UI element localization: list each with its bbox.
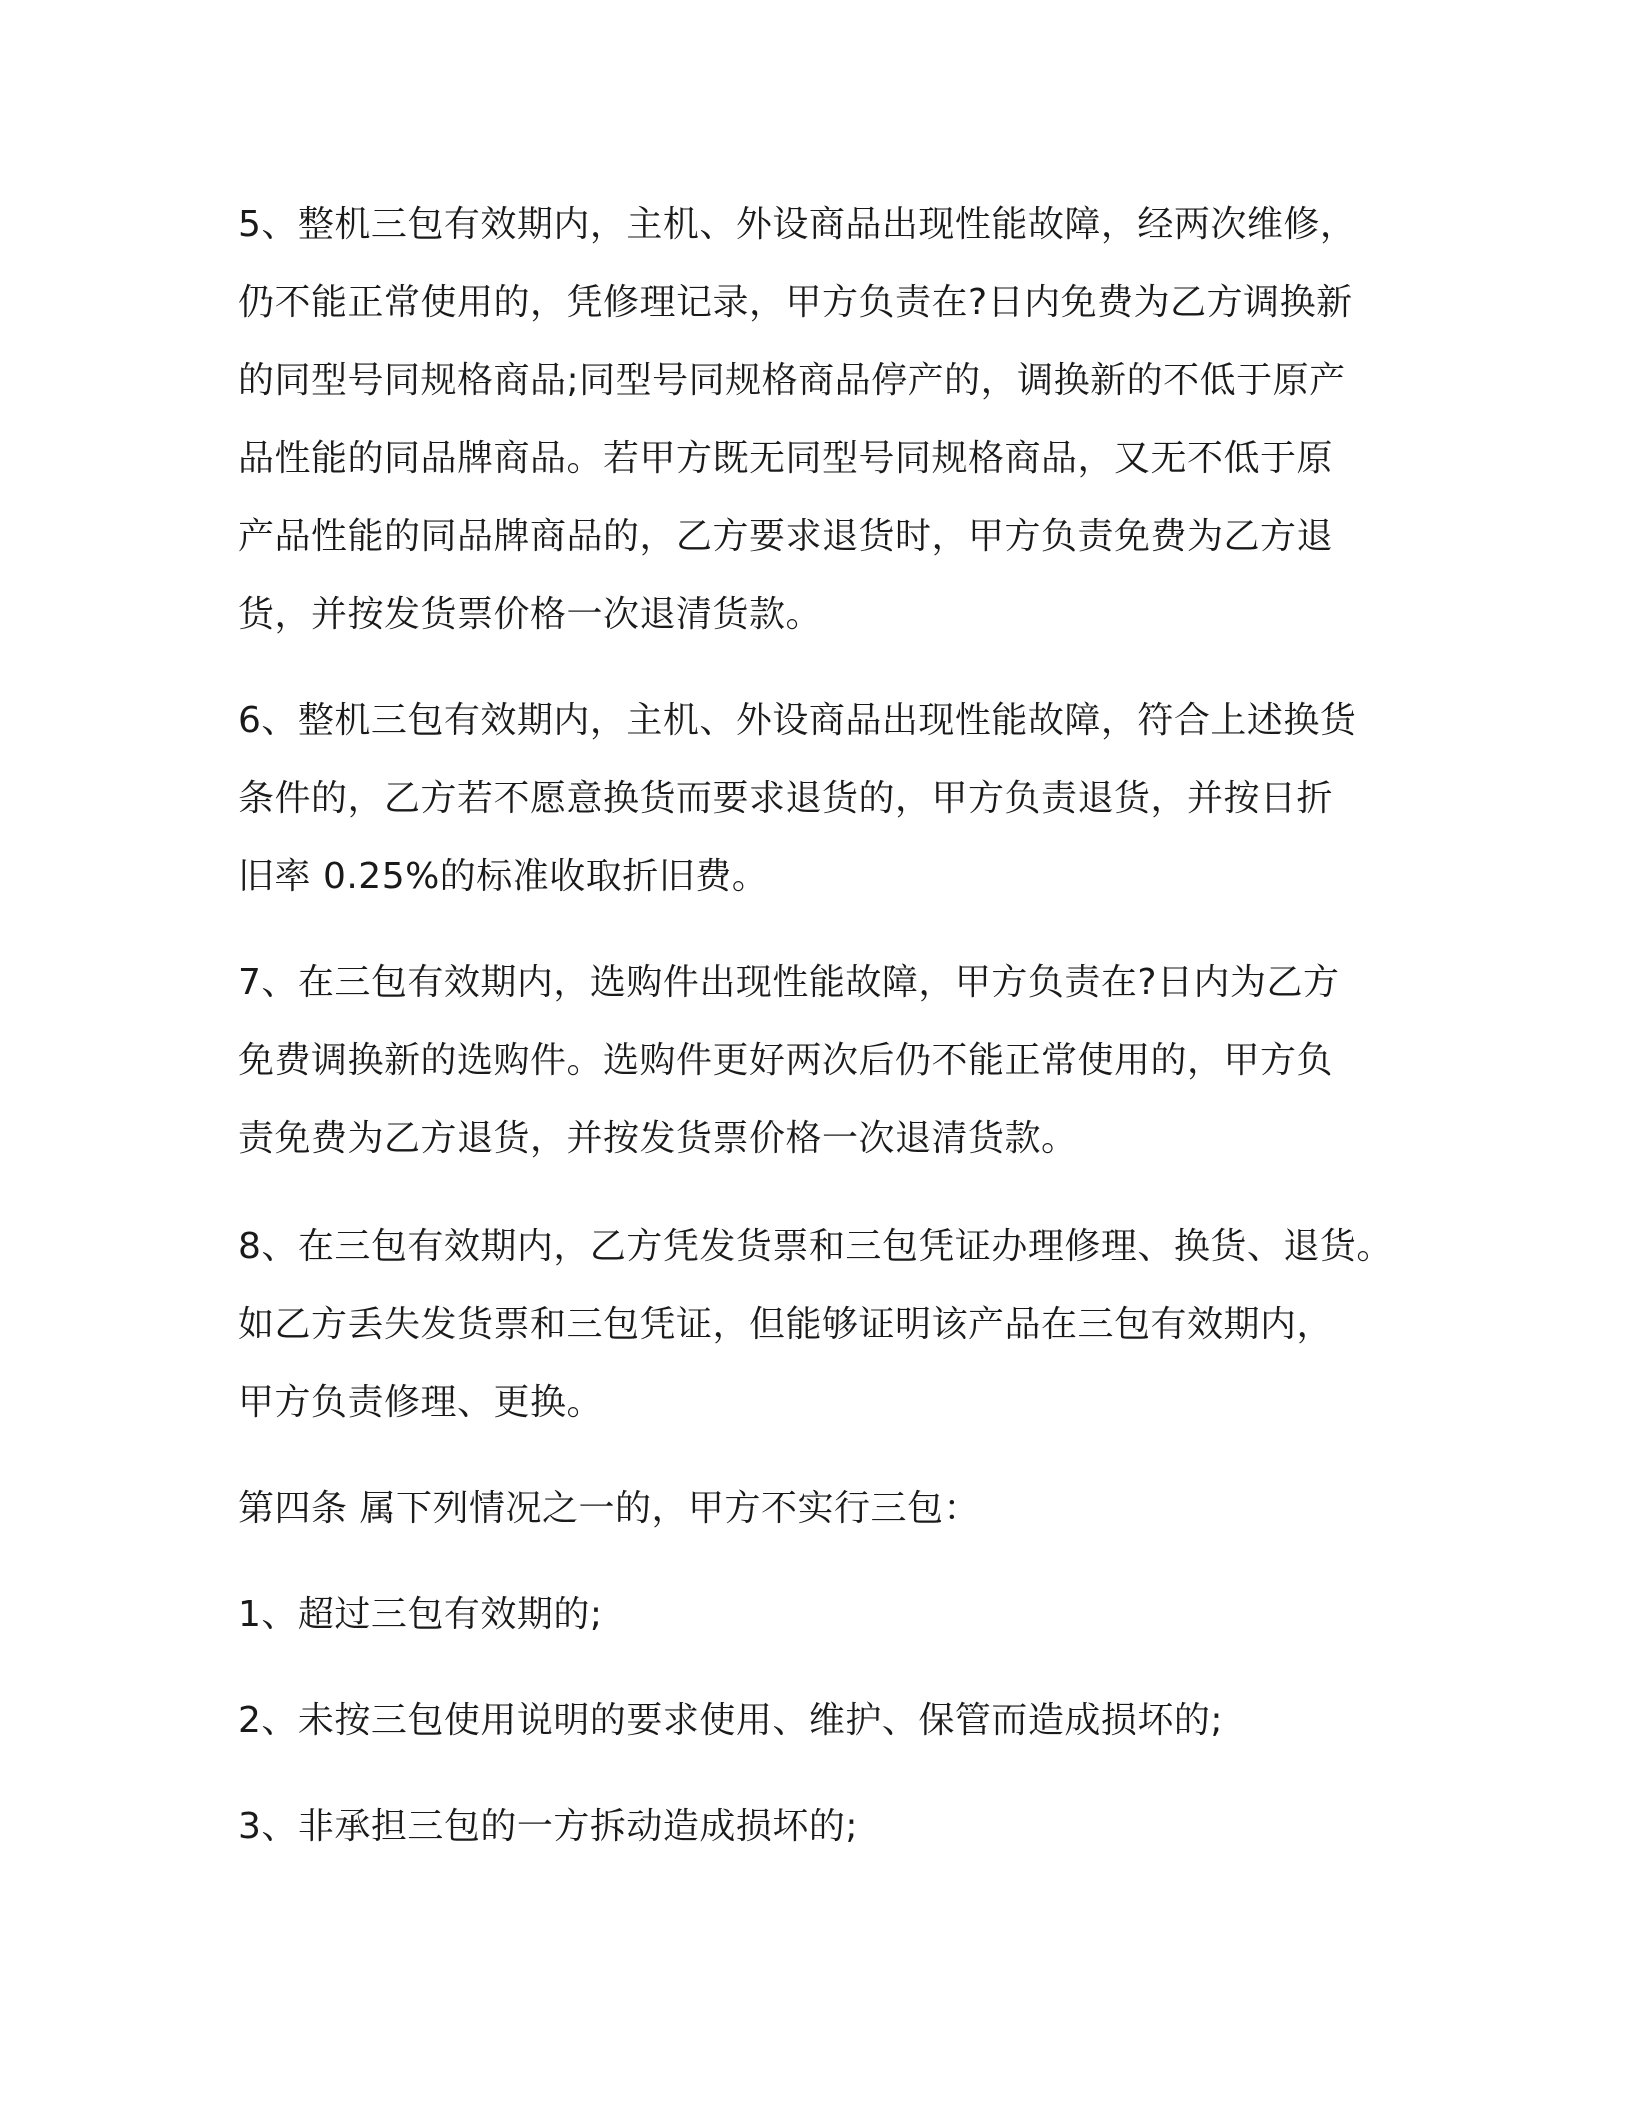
clause-5-paragraph — [238, 186, 1398, 654]
clause-8-line: 如乙方丢失发货票和三包凭证，但能够证明该产品在三包有效期内， — [238, 1304, 1334, 1345]
clause-5-line: 产品性能的同品牌商品的，乙方要求退货时，甲方负责免费为乙方退 — [238, 516, 1334, 557]
clause-6-line: 旧率 0.25%的标准收取折旧费。 — [238, 856, 769, 897]
exclusion-item-text: 1、超过三包有效期的; — [238, 1594, 603, 1635]
clause-5-line: 仍不能正常使用的，凭修理记录，甲方负责在?日内免费为乙方调换新 — [238, 282, 1353, 323]
clause-5-line: 品性能的同品牌商品。若甲方既无同型号同规格商品，又无不低于原 — [238, 438, 1334, 479]
exclusion-item-2 — [238, 1682, 1398, 1760]
clause-6-paragraph — [238, 682, 1398, 916]
clause-5-line: 货，并按发货票价格一次退清货款。 — [238, 594, 823, 635]
clause-8-paragraph — [238, 1208, 1398, 1442]
article-4-heading-text: 第四条 属下列情况之一的，甲方不实行三包： — [238, 1488, 980, 1529]
exclusion-item-text: 3、非承担三包的一方拆动造成损坏的; — [238, 1806, 859, 1847]
clause-6-line: 条件的，乙方若不愿意换货而要求退货的，甲方负责退货，并按日折 — [238, 778, 1334, 819]
clause-7-line: 7、在三包有效期内，选购件出现性能故障，甲方负责在?日内为乙方 — [238, 962, 1340, 1003]
document-body — [238, 186, 1398, 1866]
clause-5-line: 的同型号同规格商品;同型号同规格商品停产的，调换新的不低于原产 — [238, 360, 1346, 401]
clause-6-line: 6、整机三包有效期内，主机、外设商品出现性能故障，符合上述换货 — [238, 700, 1357, 741]
exclusion-item-3 — [238, 1788, 1398, 1866]
clause-8-line: 甲方负责修理、更换。 — [238, 1382, 604, 1423]
article-4-heading — [238, 1470, 1398, 1548]
clause-7-paragraph — [238, 944, 1398, 1178]
clause-5-line: 5、整机三包有效期内，主机、外设商品出现性能故障，经两次维修， — [238, 204, 1357, 245]
exclusion-item-1 — [238, 1576, 1398, 1654]
clause-8-line: 8、在三包有效期内，乙方凭发货票和三包凭证办理修理、换货、退货。 — [238, 1226, 1393, 1267]
clause-7-line: 免费调换新的选购件。选购件更好两次后仍不能正常使用的，甲方负 — [238, 1040, 1334, 1081]
clause-7-line: 责免费为乙方退货，并按发货票价格一次退清货款。 — [238, 1118, 1078, 1159]
exclusion-item-text: 2、未按三包使用说明的要求使用、维护、保管而造成损坏的; — [238, 1700, 1224, 1741]
